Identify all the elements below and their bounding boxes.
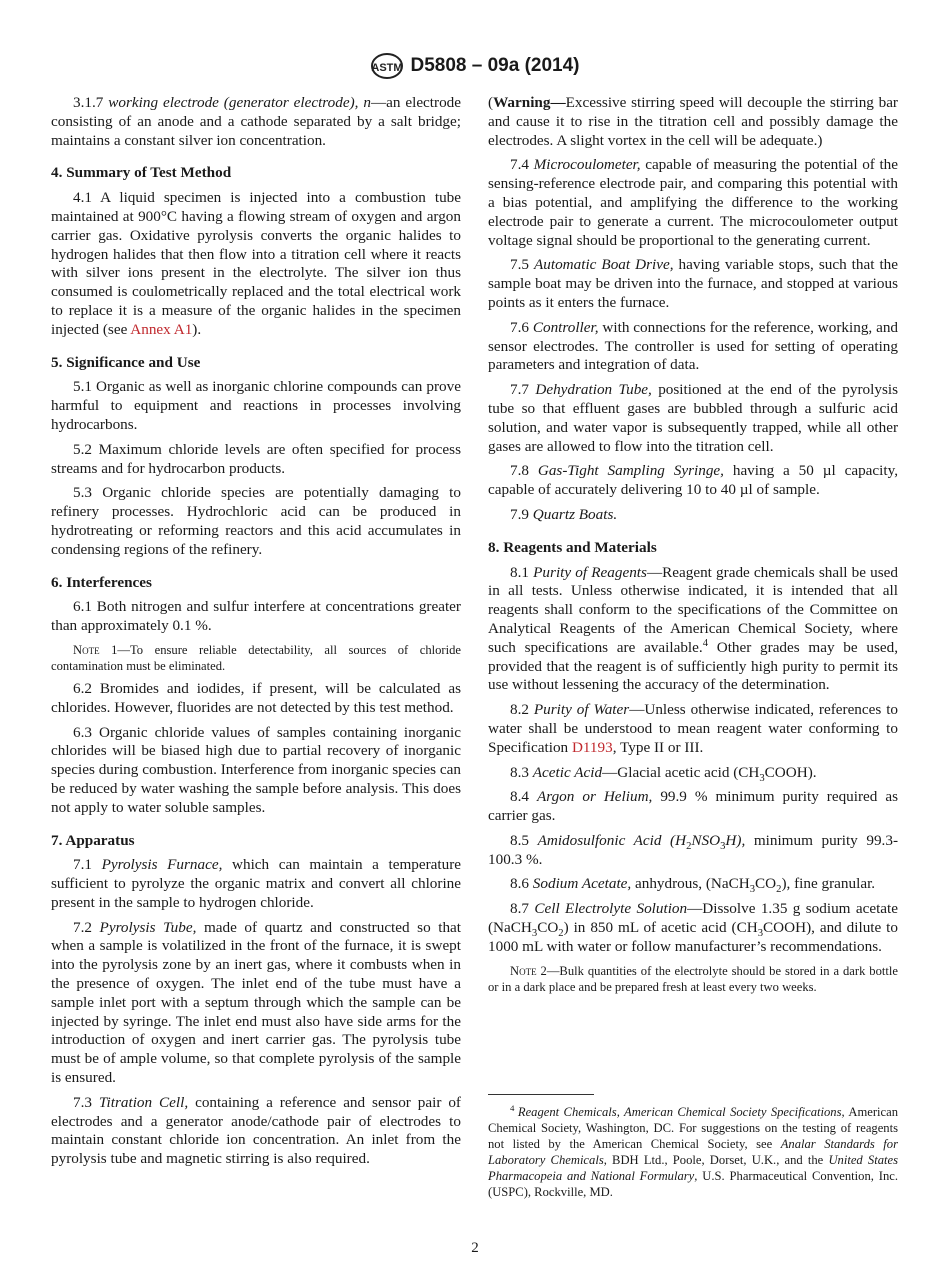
text-segment: H),	[725, 831, 746, 849]
paragraph	[488, 832, 898, 870]
paragraph	[488, 94, 898, 150]
text-segment: 8.2	[510, 701, 534, 719]
text-segment: 4	[510, 1102, 518, 1113]
text-segment: ).	[192, 320, 202, 338]
paragraph	[51, 94, 461, 150]
text-segment: 3	[759, 772, 765, 784]
paragraph	[51, 724, 461, 818]
text-segment: which can maintain a temperature sufficient to pyrolyze the organic matrix and convert all chlorine present in the sample to hydrogen chloride.	[51, 856, 462, 911]
text-segment: 3	[749, 884, 756, 896]
paragraph	[488, 788, 898, 826]
left-column	[51, 94, 461, 1175]
text-segment: Cell Electrolyte Solution	[534, 900, 688, 918]
text-segment: Gas-Tight Sampling Syringe,	[537, 462, 724, 480]
text-segment: Analar Standards for Laboratory Chemicals	[488, 1137, 899, 1167]
text-segment: 8.5	[510, 831, 538, 849]
text-segment: capable of measuring the potential of the sensing-reference electrode pair, and comparing this potential with a bias potential, and amplifying the difference to the working electrode pair to generate a current. The microcoulometer output voltage signal should be proportional to the generating current.	[488, 156, 899, 249]
paragraph	[51, 598, 461, 636]
paragraph	[488, 156, 898, 250]
text-segment: United States Pharmacopeia and National Formulary	[488, 1153, 898, 1183]
text-segment: positioned at the end of the pyrolysis tube so that effluent gases are bubbled through a sulfuric acid solution, and water vapor is subsequently trapped, while all other gases are allowed to flow into the titration cell.	[488, 381, 899, 455]
text-segment: 6.1 Both nitrogen and sulfur interfere at concentrations greater than approximately 0.1 %.	[51, 598, 461, 635]
text-segment: 8.4	[510, 788, 537, 806]
text-segment: 7.6	[510, 318, 533, 336]
paragraph	[51, 856, 461, 912]
paragraph	[488, 462, 898, 500]
section-heading	[51, 164, 461, 183]
text-segment: 3	[757, 928, 764, 940]
section-heading	[51, 832, 461, 851]
text-segment: 7. Apparatus	[51, 831, 135, 849]
document-designation: D5808 – 09a (2014)	[410, 55, 580, 77]
text-segment: —Reagent grade chemicals shall be used in all tests. Unless otherwise indicated, it is intended that all reagents shall conform to the specifications of the Committee on Analytical Reagents of the American Chemical Society, where such specifications are available.	[488, 563, 899, 656]
text-segment: Dehydration Tube,	[535, 381, 652, 399]
text-segment: 3.1.7	[73, 94, 109, 111]
paragraph	[488, 319, 898, 375]
text-segment: 5.3 Organic chloride species are potentially damaging to refinery processes. Hydrochloric acid can be produced in hydrotreating or reforming reactors and this acid accumulates in condensing regions of the refinery.	[51, 484, 461, 558]
text-segment: 3	[720, 840, 726, 852]
text-segment: NSO	[691, 831, 721, 849]
note-paragraph	[51, 642, 461, 674]
text-segment: working electrode (generator electrode), n	[108, 94, 371, 111]
paragraph	[488, 256, 898, 312]
text-segment: 5.2 Maximum chloride levels are often specified for process streams and for hydrocarbon products.	[51, 440, 461, 477]
text-segment: Purity of Water	[533, 701, 630, 719]
note-paragraph	[488, 963, 898, 995]
text-segment: , Type II or III.	[612, 738, 704, 756]
paragraph	[488, 701, 898, 757]
text-segment: 7.9	[510, 505, 533, 523]
text-segment: 6.2 Bromides and iodides, if present, will be calculated as chlorides. However, fluorides are not detected by this test method.	[51, 679, 461, 716]
page-header	[0, 52, 950, 80]
text-segment: having a 50 µl capacity, capable of accurately delivering 10 to 40 µl of sample.	[488, 462, 898, 499]
text-segment: 2	[776, 884, 782, 896]
text-segment: 2	[686, 840, 692, 852]
text-segment: 1—To ensure reliable detectability, all sources of chloride contamination must be eliminated.	[51, 642, 461, 673]
section-heading	[51, 574, 461, 593]
section-heading	[51, 354, 461, 373]
text-segment: 7.1	[73, 856, 102, 874]
text-segment: CO	[537, 919, 559, 937]
paragraph	[488, 764, 898, 783]
text-segment: Quartz Boats.	[532, 505, 618, 523]
text-segment: American Chemical Society, Washington, DC. For suggestions on the testing of reagents not listed by the American Chemical Society, see	[488, 1105, 898, 1151]
text-segment: —an electrode consisting of an anode and a cathode separated by a salt bridge; maintains a constant silver ion concentration.	[51, 94, 462, 149]
text-segment: —Dissolve 1.35 g sodium acetate (NaCH	[488, 900, 898, 937]
paragraph	[51, 189, 461, 339]
text-segment: 6. Interferences	[51, 573, 152, 591]
section-heading	[488, 539, 898, 558]
text-segment: having variable stops, such that the sample boat may be driven into the furnace, and stopped at various points as it enters the furnace.	[488, 256, 899, 311]
text-segment: COOH).	[764, 763, 817, 781]
text-segment: minimum purity 99.3-100.3 %.	[488, 831, 899, 868]
text-segment: —Glacial acetic acid (CH	[602, 763, 760, 781]
text-segment: 2	[558, 928, 564, 940]
text-segment: 7.2	[73, 918, 100, 936]
text-segment: 7.3	[73, 1093, 99, 1111]
text-segment: Purity of Reagents	[533, 563, 647, 581]
page-number: 2	[471, 1240, 479, 1256]
text-segment: ), fine granular.	[781, 875, 876, 893]
text-segment: Pyrolysis Furnace,	[101, 856, 223, 874]
text-segment: Note	[73, 642, 100, 657]
footnote-divider	[488, 1094, 594, 1095]
text-segment: 2—Bulk quantities of the electrolyte should be stored in a dark bottle or in a dark place and be prepared fresh at least every two weeks.	[488, 963, 898, 994]
text-segment: 8.6	[510, 875, 533, 893]
astm-logo-icon	[370, 52, 404, 80]
svg-text:ASTM: ASTM	[371, 62, 404, 74]
text-segment: Microcoulometer,	[533, 156, 641, 174]
text-segment: (	[488, 94, 494, 111]
text-segment: Argon or Helium,	[536, 788, 653, 806]
text-segment: 4	[702, 637, 708, 649]
text-segment: CO	[755, 875, 777, 893]
text-segment: Other grades may be used, provided that the reagent is of sufficiently high purity to permit its use without lessening the accuracy of the determination.	[488, 638, 898, 694]
text-segment: 3	[531, 928, 538, 940]
text-segment: 7.7	[510, 381, 536, 399]
text-segment: 4.1 A liquid specimen is injected into a combustion tube maintained at 900°C having a flowing stream of oxygen and argon carrier gas. Oxidative pyrolysis converts the organic halides to hydrogen halides that then flow into a titration cell where it reacts with silver ions present in the electrolyte. The silver ion thus consumed is coulometrically replaced and the total electrical work to replace it is a measure of the organic halides in the specimen injected (see	[51, 189, 461, 338]
text-segment: 8. Reagents and Materials	[488, 538, 657, 556]
paragraph	[51, 1094, 461, 1169]
right-column	[488, 94, 898, 1001]
paragraph	[51, 484, 461, 559]
text-segment: 4. Summary of Test Method	[51, 164, 232, 182]
text-segment: , U.S. Pharmaceutical Convention, Inc. (USPC), Rockville, MD.	[488, 1169, 898, 1199]
text-segment: Note	[510, 963, 537, 978]
text-segment: Amidosulfonic Acid (H	[537, 831, 687, 849]
paragraph	[51, 441, 461, 479]
footnote	[488, 1104, 898, 1200]
text-segment: Automatic Boat Drive,	[534, 256, 674, 274]
text-segment: with connections for the reference, working, and sensor electrodes. The controller is used for setting of operating parameters and integration of data.	[488, 318, 899, 374]
text-segment: 99.9 % minimum purity required as carrier gas.	[488, 788, 899, 825]
paragraph	[51, 919, 461, 1088]
paragraph	[488, 506, 898, 525]
paragraph	[51, 378, 461, 434]
text-segment: 8.7	[510, 900, 535, 918]
text-segment: 7.5	[510, 256, 534, 274]
text-segment: Warning—	[493, 94, 566, 111]
text-segment: Controller,	[532, 318, 599, 336]
paragraph	[488, 900, 898, 956]
text-segment: , BDH Ltd., Poole, Dorset, U.K., and the	[603, 1153, 829, 1167]
text-segment: 8.3	[510, 763, 533, 781]
reference-link[interactable]: D1193	[571, 738, 613, 756]
text-segment: Acetic Acid	[532, 763, 603, 781]
text-segment: —Unless otherwise indicated, references to water shall be understood to mean reagent water conforming to Specification	[488, 701, 899, 756]
text-segment: 8.1	[510, 563, 534, 581]
paragraph	[488, 564, 898, 696]
text-segment: 7.4	[510, 156, 534, 174]
text-segment: made of quartz and constructed so that when a sample is volatilized in the front of the furnace, it is swept into the pyrolysis zone by an inert gas, where it combusts when in the presence of oxygen. The inlet end of the tube must have a sample inlet port with a septum through which the sample can be injected by syringe. The inlet end must also have side arms for the introduction of oxygen and inert carrier gas. The pyrolysis tube must be of ample volume, so that complete pyrolysis of the sample is ensured.	[51, 918, 462, 1087]
text-segment: Excessive stirring speed will decouple the stirring bar and cause it to rise in the titration cell and possibly damage the electrodes. A slight vortex in the cell will be adequate.)	[488, 94, 898, 149]
text-segment: Titration Cell,	[98, 1093, 189, 1111]
text-segment: containing a reference and sensor pair of electrodes and a generator anode/cathode pair of electrodes to maintain constant chloride ion concentration. An inlet from the pyrolysis tube and magnetic stirring is also required.	[51, 1093, 461, 1168]
text-segment: 7.8	[510, 462, 538, 480]
paragraph	[488, 875, 898, 894]
text-segment: Reagent Chemicals, American Chemical Society Specifications,	[517, 1105, 845, 1119]
paragraph	[51, 680, 461, 718]
paragraph	[488, 381, 898, 456]
text-segment: Sodium Acetate,	[532, 875, 632, 893]
text-segment: 6.3 Organic chloride values of samples containing inorganic chlorides will be biased high due to partial recovery of inorganic species during combustion. Interference from inorganic species can be reduced by water washing the sample before analysis. This does not apply to water soluble samples.	[51, 723, 461, 816]
text-segment: 5. Significance and Use	[51, 353, 201, 371]
reference-link[interactable]: Annex A1	[130, 320, 193, 338]
text-segment: COOH), and dilute to 1000 mL with water or follow manufacturer’s recommendations.	[488, 919, 898, 955]
text-segment: Pyrolysis Tube,	[99, 918, 197, 936]
text-segment: anhydrous, (NaCH	[631, 875, 750, 893]
text-segment: ) in 850 mL of acetic acid (CH	[563, 919, 758, 937]
text-segment: 5.1 Organic as well as inorganic chlorine compounds can prove harmful to equipment and reactions in processes involving hydrocarbons.	[51, 378, 461, 433]
